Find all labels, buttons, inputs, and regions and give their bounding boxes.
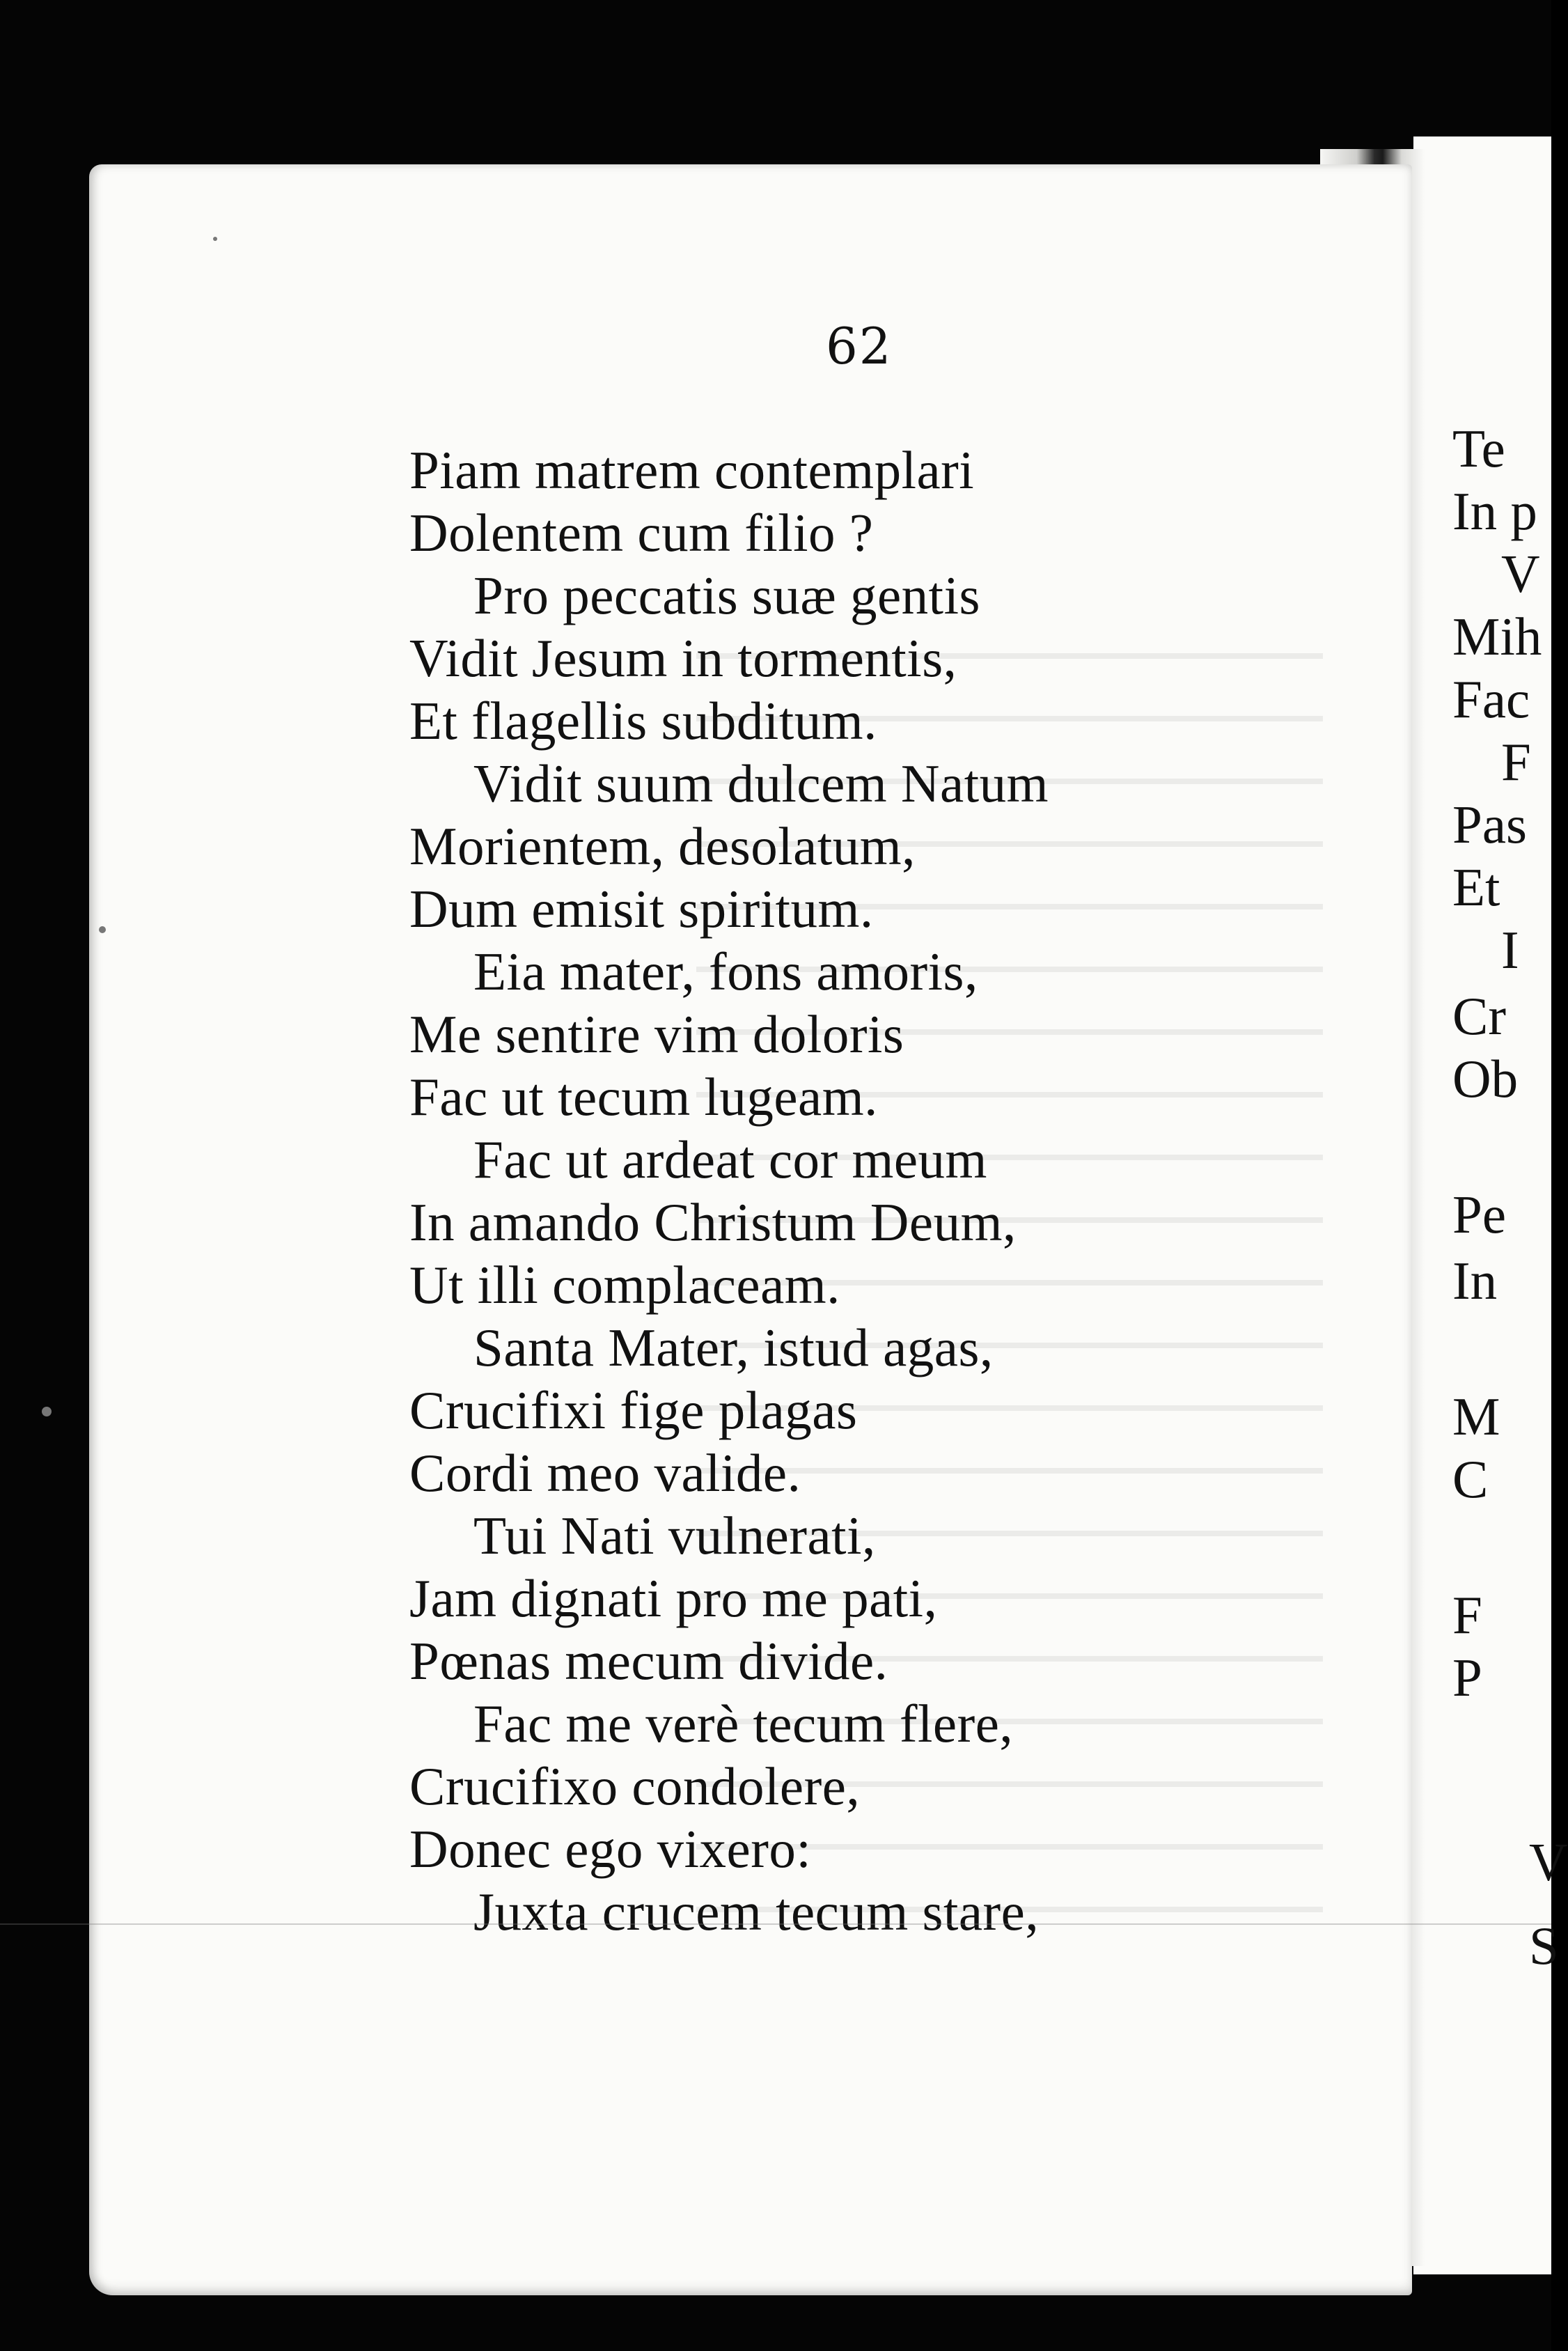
poem-line: Eia mater, fons amoris, <box>473 942 978 1001</box>
facing-page-fragment: V <box>1501 544 1540 604</box>
dust-speck <box>99 926 106 933</box>
facing-page-fragment: F <box>1501 732 1531 792</box>
facing-page-fragment: F <box>1452 1585 1482 1645</box>
facing-page-fragment: In p <box>1452 481 1537 541</box>
poem-line: Pœnas mecum divide. <box>409 1631 888 1691</box>
poem-line: Et flagellis subditum. <box>409 691 877 751</box>
facing-page-fragment: M <box>1452 1387 1500 1446</box>
poem-text <box>409 439 1049 1943</box>
facing-page-fragment: Mih <box>1452 607 1542 666</box>
scan-artifact-line <box>0 1923 1551 1925</box>
poem-line: Me sentire vim doloris <box>409 1004 904 1064</box>
poem-line: Cordi meo valide. <box>409 1443 801 1503</box>
facing-page-fragment: S <box>1529 1916 1559 1976</box>
poem-line: Ut illi complaceam. <box>409 1255 840 1315</box>
poem-line: Crucifixo condolere, <box>409 1756 861 1816</box>
facing-page-fragment: Pe <box>1452 1185 1506 1244</box>
facing-page-fragment: Ob <box>1452 1049 1519 1109</box>
facing-page-fragment: Fac <box>1452 669 1530 729</box>
poem-line: Dum emisit spiritum. <box>409 879 874 939</box>
facing-page-fragment: C <box>1452 1449 1489 1509</box>
poem-line: Piam matrem contemplari <box>409 440 975 500</box>
facing-page-fragment: I <box>1501 920 1519 980</box>
poem-line: Santa Mater, istud agas, <box>473 1318 994 1377</box>
poem-line: Fac me verè tecum flere, <box>473 1694 1014 1754</box>
poem-line: Donec ego vixero: <box>409 1819 812 1879</box>
facing-page-fragment: V <box>1529 1832 1568 1892</box>
poem-line: Jam dignati pro me pati, <box>409 1568 938 1628</box>
poem-line: Tui Nati vulnerati, <box>473 1506 876 1565</box>
poem-line: Crucifixi fige plagas <box>409 1380 858 1440</box>
facing-page-fragment: Et <box>1452 857 1500 917</box>
poem-line: Dolentem cum filio ? <box>409 503 874 563</box>
poem-line: Vidit suum dulcem Natum <box>473 753 1049 813</box>
facing-page-fragment: Cr <box>1452 986 1506 1046</box>
poem-line: Fac ut ardeat cor meum <box>473 1130 987 1189</box>
poem-line: Vidit Jesum in tormentis, <box>409 628 957 688</box>
dust-speck <box>42 1407 52 1416</box>
poem-line: In amando Christum Deum, <box>409 1192 1017 1252</box>
facing-page-fragment: P <box>1452 1648 1482 1708</box>
facing-page-fragment: Te <box>1452 419 1505 478</box>
page-number: 62 <box>826 317 893 375</box>
poem-line: Fac ut tecum lugeam. <box>409 1067 878 1127</box>
facing-page-fragment: In <box>1452 1251 1498 1311</box>
facing-page-fragment: Pas <box>1452 795 1527 854</box>
poem-line: Morientem, desolatum, <box>409 816 916 876</box>
poem-line: Pro peccatis suæ gentis <box>473 565 980 625</box>
dust-speck <box>213 237 217 241</box>
facing-page-text <box>1452 418 1568 2089</box>
poem-line: Juxta crucem tecum stare, <box>473 1882 1040 1942</box>
